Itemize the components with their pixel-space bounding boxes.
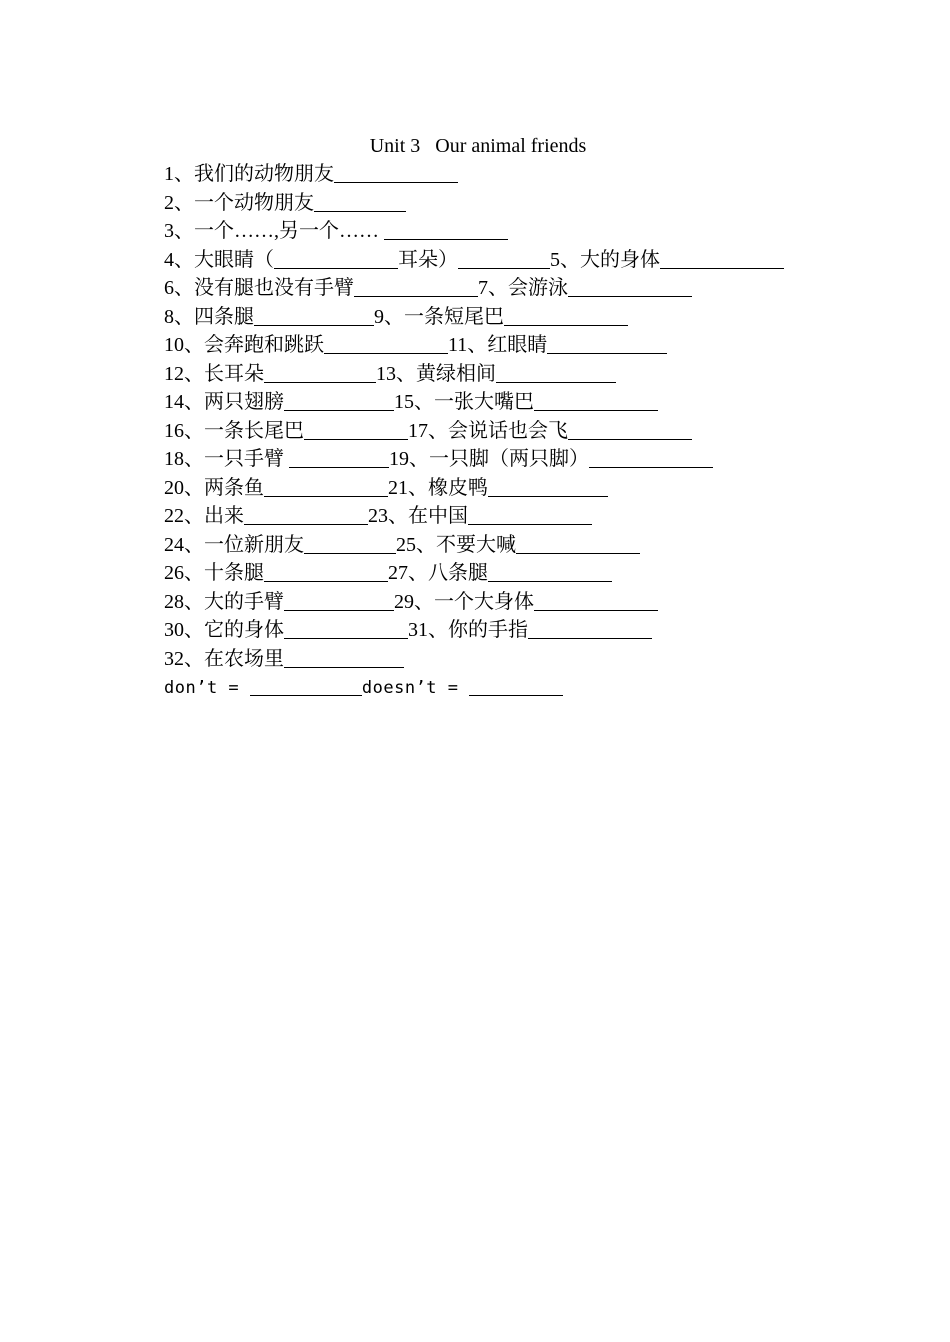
exercise-prompt: don’t =: [164, 678, 250, 698]
exercise-prompt: 26、十条腿: [164, 562, 264, 584]
exercise-line: [164, 331, 864, 360]
exercise-prompt: 22、出来: [164, 505, 244, 527]
answer-blank[interactable]: [264, 477, 388, 497]
exercise-prompt: 12、长耳朵: [164, 362, 264, 385]
exercise-prompt: 23、在中国: [368, 505, 468, 527]
answer-blank[interactable]: [504, 306, 628, 326]
answer-blank[interactable]: [334, 163, 458, 183]
answer-blank[interactable]: [264, 562, 388, 582]
exercise-line: [164, 531, 864, 560]
exercise-line: [164, 559, 864, 588]
exercise-prompt: 2、一个动物朋友: [164, 191, 314, 214]
exercise-line: [164, 388, 864, 417]
answer-blank[interactable]: [496, 363, 616, 383]
exercise-prompt: 21、橡皮鸭: [388, 476, 488, 499]
answer-blank[interactable]: [314, 192, 406, 212]
answer-blank[interactable]: [354, 277, 478, 297]
exercise-prompt: 15、一张大嘴巴: [394, 391, 534, 413]
exercise-prompt: 4、大眼睛（: [164, 248, 274, 271]
answer-blank[interactable]: [274, 249, 398, 269]
answer-blank[interactable]: [384, 220, 508, 240]
answer-blank[interactable]: [469, 676, 563, 696]
answer-blank[interactable]: [488, 562, 612, 582]
exercise-prompt: 7、会游泳: [478, 277, 568, 299]
exercise-line: [164, 588, 864, 617]
exercise-prompt: 25、不要大喊: [396, 533, 516, 556]
answer-blank[interactable]: [304, 534, 396, 554]
answer-blank[interactable]: [660, 249, 784, 269]
exercise-prompt: 3、一个……,另一个……: [164, 220, 384, 242]
answer-blank[interactable]: [458, 249, 550, 269]
answer-blank[interactable]: [568, 420, 692, 440]
exercise-prompt: doesn’t =: [361, 678, 470, 698]
exercise-prompt: 31、你的手指: [408, 619, 528, 641]
exercise-prompt: 19、一只脚（两只脚）: [389, 448, 589, 470]
exercise-line: [164, 246, 864, 275]
exercise-prompt: 10、会奔跑和跳跃: [164, 334, 324, 356]
exercise-prompt: 5、大的身体: [550, 248, 660, 271]
answer-blank[interactable]: [284, 391, 394, 411]
answer-blank[interactable]: [547, 334, 667, 354]
exercise-prompt: 6、没有腿也没有手臂: [164, 277, 354, 299]
answer-blank[interactable]: [324, 334, 448, 354]
exercise-prompt: 14、两只翅膀: [164, 391, 284, 413]
answer-blank[interactable]: [289, 448, 389, 468]
exercise-line: [164, 616, 864, 645]
exercise-list: [164, 160, 864, 702]
exercise-line: [164, 502, 864, 531]
answer-blank[interactable]: [284, 648, 404, 668]
answer-blank[interactable]: [254, 306, 374, 326]
exercise-prompt: 20、两条鱼: [164, 476, 264, 499]
exercise-prompt: 9、一条短尾巴: [374, 305, 504, 328]
exercise-prompt: 8、四条腿: [164, 305, 254, 328]
contraction-line: [164, 673, 864, 702]
exercise-prompt: 30、它的身体: [164, 619, 284, 641]
exercise-line: [164, 274, 864, 303]
answer-blank[interactable]: [568, 277, 692, 297]
exercise-line: [164, 474, 864, 503]
exercise-prompt: 16、一条长尾巴: [164, 419, 304, 442]
answer-blank[interactable]: [488, 477, 608, 497]
exercise-prompt: 18、一只手臂: [164, 448, 289, 470]
exercise-prompt: 1、我们的动物朋友: [164, 163, 334, 185]
exercise-line: [164, 445, 864, 474]
answer-blank[interactable]: [589, 448, 713, 468]
exercise-line: [164, 417, 864, 446]
exercise-prompt: 28、大的手臂: [164, 590, 284, 613]
exercise-prompt: 27、八条腿: [388, 562, 488, 584]
exercise-prompt: 24、一位新朋友: [164, 533, 304, 556]
exercise-prompt: 耳朵）: [398, 248, 458, 271]
worksheet-title: Unit 3 Our animal friends: [369, 135, 587, 157]
answer-blank[interactable]: [284, 591, 394, 611]
answer-blank[interactable]: [264, 363, 376, 383]
exercise-line: [164, 160, 864, 189]
exercise-prompt: 17、会说话也会飞: [408, 419, 568, 442]
exercise-line: [164, 360, 864, 389]
exercise-prompt: 11、红眼睛: [448, 334, 548, 356]
answer-blank[interactable]: [528, 619, 652, 639]
exercise-line: [164, 303, 864, 332]
answer-blank[interactable]: [516, 534, 640, 554]
exercise-line: [164, 645, 864, 674]
exercise-line: [164, 217, 864, 246]
answer-blank[interactable]: [534, 391, 658, 411]
answer-blank[interactable]: [250, 676, 362, 696]
answer-blank[interactable]: [468, 505, 592, 525]
answer-blank[interactable]: [534, 591, 658, 611]
answer-blank[interactable]: [244, 505, 368, 525]
exercise-line: [164, 189, 864, 218]
exercise-prompt: 13、黄绿相间: [376, 362, 496, 385]
exercise-prompt: 32、在农场里: [164, 647, 284, 670]
exercise-prompt: 29、一个大身体: [394, 590, 534, 613]
answer-blank[interactable]: [284, 619, 408, 639]
answer-blank[interactable]: [304, 420, 408, 440]
